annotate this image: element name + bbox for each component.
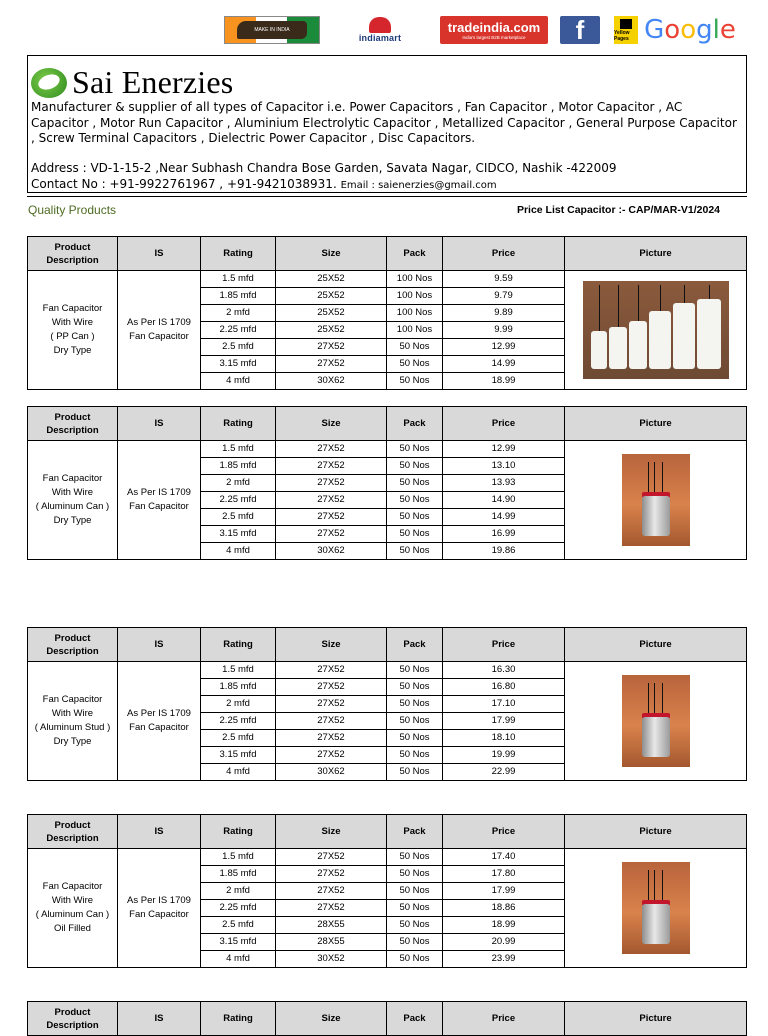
price-cell: 13.10 bbox=[443, 458, 565, 475]
table-header-row bbox=[28, 237, 747, 271]
pack-cell: 50 Nos bbox=[387, 475, 443, 492]
header-is: IS bbox=[118, 237, 201, 271]
size-cell: 27X52 bbox=[276, 509, 387, 526]
size-cell: 25X52 bbox=[276, 271, 387, 288]
size-cell: 27X52 bbox=[276, 883, 387, 900]
is-standard-line: Fan Capacitor bbox=[129, 909, 189, 920]
pack-cell: 50 Nos bbox=[387, 849, 443, 866]
header-picture: Picture bbox=[565, 815, 747, 849]
pack-cell: 50 Nos bbox=[387, 951, 443, 968]
is-standard-line: Fan Capacitor bbox=[129, 722, 189, 733]
is-standard-line: Fan Capacitor bbox=[129, 501, 189, 512]
rating-cell: 1.85 mfd bbox=[201, 458, 276, 475]
header-pack: Pack bbox=[387, 815, 443, 849]
pack-cell: 50 Nos bbox=[387, 543, 443, 560]
rating-cell: 1.85 mfd bbox=[201, 866, 276, 883]
pack-cell: 100 Nos bbox=[387, 322, 443, 339]
pack-cell: 50 Nos bbox=[387, 696, 443, 713]
pack-cell: 50 Nos bbox=[387, 679, 443, 696]
product-description-line: Dry Type bbox=[53, 736, 92, 747]
quality-products-label: Quality Products bbox=[28, 203, 117, 217]
size-cell: 27X52 bbox=[276, 662, 387, 679]
is-standard-line: As Per IS 1709 bbox=[127, 317, 191, 328]
rating-cell: 3.15 mfd bbox=[201, 747, 276, 764]
header-pack: Pack bbox=[387, 407, 443, 441]
table-row bbox=[28, 441, 747, 458]
header-pack: Pack bbox=[387, 237, 443, 271]
size-cell: 27X52 bbox=[276, 339, 387, 356]
header-pack: Pack bbox=[387, 1002, 443, 1036]
pack-cell: 100 Nos bbox=[387, 288, 443, 305]
google-logo[interactable]: G o o g l e bbox=[644, 15, 736, 45]
contact-email[interactable]: Email : saienerzies@gmail.com bbox=[340, 180, 497, 191]
pack-cell: 50 Nos bbox=[387, 492, 443, 509]
header-is: IS bbox=[118, 815, 201, 849]
header-size: Size bbox=[276, 628, 387, 662]
header-picture: Picture bbox=[565, 407, 747, 441]
rating-cell: 4 mfd bbox=[201, 764, 276, 781]
price-cell: 18.86 bbox=[443, 900, 565, 917]
price-cell: 20.99 bbox=[443, 934, 565, 951]
pack-cell: 50 Nos bbox=[387, 339, 443, 356]
tradeindia-logo[interactable]: tradeindia.com India's largest B2B marketplace bbox=[440, 16, 548, 44]
product-description-line: With Wire bbox=[51, 708, 94, 719]
yellow-pages-icon bbox=[620, 19, 632, 29]
aluminum-can-capacitor-photo bbox=[622, 454, 690, 546]
header-is: IS bbox=[118, 407, 201, 441]
header-rating: Rating bbox=[201, 1002, 276, 1036]
price-table bbox=[27, 236, 747, 390]
is-standard-cell bbox=[118, 271, 201, 390]
size-cell: 27X52 bbox=[276, 849, 387, 866]
price-cell: 9.59 bbox=[443, 271, 565, 288]
pack-cell: 50 Nos bbox=[387, 441, 443, 458]
yellow-pages-logo[interactable]: Yellow Pages bbox=[614, 16, 638, 44]
rating-cell: 2 mfd bbox=[201, 475, 276, 492]
pack-cell: 50 Nos bbox=[387, 356, 443, 373]
size-cell: 27X52 bbox=[276, 441, 387, 458]
header-is: IS bbox=[118, 1002, 201, 1036]
pack-cell: 50 Nos bbox=[387, 747, 443, 764]
is-standard-cell bbox=[118, 849, 201, 968]
header-price: Price bbox=[443, 815, 565, 849]
rating-cell: 1.85 mfd bbox=[201, 288, 276, 305]
header-divider bbox=[27, 196, 747, 197]
partner-logos bbox=[224, 14, 734, 48]
is-standard-cell bbox=[118, 441, 201, 560]
size-cell: 27X52 bbox=[276, 730, 387, 747]
rating-cell: 2.5 mfd bbox=[201, 917, 276, 934]
rating-cell: 2 mfd bbox=[201, 696, 276, 713]
price-cell: 23.99 bbox=[443, 951, 565, 968]
make-in-india-logo[interactable]: MAKE IN INDIA bbox=[224, 16, 320, 44]
company-contact bbox=[31, 177, 497, 191]
facebook-icon[interactable]: f bbox=[560, 16, 600, 44]
picture-cell bbox=[565, 271, 747, 390]
price-cell: 16.99 bbox=[443, 526, 565, 543]
company-address: Address : VD-1-15-2 ,Near Subhash Chandra Bose Garden, Savata Nagar, CIDCO, Nashik -422009 bbox=[31, 161, 617, 175]
product-description-cell bbox=[28, 441, 118, 560]
rating-cell: 2.25 mfd bbox=[201, 492, 276, 509]
size-cell: 27X52 bbox=[276, 492, 387, 509]
header-price: Price bbox=[443, 628, 565, 662]
aluminum-can-capacitor-photo bbox=[622, 675, 690, 767]
is-standard-line: As Per IS 1709 bbox=[127, 487, 191, 498]
product-description-line: With Wire bbox=[51, 487, 94, 498]
price-cell: 13.93 bbox=[443, 475, 565, 492]
size-cell: 27X52 bbox=[276, 526, 387, 543]
size-cell: 27X52 bbox=[276, 900, 387, 917]
size-cell: 27X52 bbox=[276, 475, 387, 492]
header-price: Price bbox=[443, 407, 565, 441]
pack-cell: 50 Nos bbox=[387, 526, 443, 543]
size-cell: 25X52 bbox=[276, 288, 387, 305]
rating-cell: 3.15 mfd bbox=[201, 526, 276, 543]
table-header-row bbox=[28, 407, 747, 441]
header-picture: Picture bbox=[565, 237, 747, 271]
rating-cell: 1.5 mfd bbox=[201, 849, 276, 866]
header-rating: Rating bbox=[201, 628, 276, 662]
table-header-row bbox=[28, 628, 747, 662]
picture-cell bbox=[565, 662, 747, 781]
price-cell: 22.99 bbox=[443, 764, 565, 781]
price-list-title: Price List Capacitor :- CAP/MAR-V1/2024 bbox=[516, 204, 720, 216]
size-cell: 30X62 bbox=[276, 543, 387, 560]
size-cell: 27X52 bbox=[276, 747, 387, 764]
table-row bbox=[28, 662, 747, 679]
header-product-description: Product Description bbox=[28, 407, 118, 441]
pack-cell: 50 Nos bbox=[387, 509, 443, 526]
rating-cell: 1.5 mfd bbox=[201, 271, 276, 288]
is-standard-line: As Per IS 1709 bbox=[127, 708, 191, 719]
size-cell: 27X52 bbox=[276, 458, 387, 475]
product-description-line: With Wire bbox=[51, 895, 94, 906]
size-cell: 30X62 bbox=[276, 373, 387, 390]
pack-cell: 50 Nos bbox=[387, 917, 443, 934]
size-cell: 25X52 bbox=[276, 322, 387, 339]
indiamart-logo[interactable]: indiamart bbox=[334, 16, 426, 44]
price-table bbox=[27, 1001, 747, 1036]
header-is: IS bbox=[118, 628, 201, 662]
product-description-line: Fan Capacitor bbox=[42, 473, 103, 484]
pack-cell: 50 Nos bbox=[387, 764, 443, 781]
product-description-line: Fan Capacitor bbox=[42, 303, 103, 314]
pack-cell: 50 Nos bbox=[387, 883, 443, 900]
company-header bbox=[27, 55, 747, 193]
product-description-cell bbox=[28, 662, 118, 781]
pack-cell: 50 Nos bbox=[387, 662, 443, 679]
price-cell: 9.89 bbox=[443, 305, 565, 322]
header-rating: Rating bbox=[201, 407, 276, 441]
product-description-line: Dry Type bbox=[53, 345, 92, 356]
header-size: Size bbox=[276, 407, 387, 441]
product-description-line: ( Aluminum Stud ) bbox=[34, 722, 111, 733]
header-price: Price bbox=[443, 1002, 565, 1036]
rating-cell: 4 mfd bbox=[201, 951, 276, 968]
price-cell: 12.99 bbox=[443, 441, 565, 458]
header-product-description: Product Description bbox=[28, 628, 118, 662]
rating-cell: 3.15 mfd bbox=[201, 356, 276, 373]
product-description-line: ( Aluminum Can ) bbox=[35, 501, 110, 512]
price-cell: 14.90 bbox=[443, 492, 565, 509]
rating-cell: 2 mfd bbox=[201, 883, 276, 900]
pp-can-capacitors-photo bbox=[583, 281, 729, 379]
pack-cell: 50 Nos bbox=[387, 713, 443, 730]
company-name: Sai Enerzies bbox=[72, 64, 234, 100]
is-standard-line: Fan Capacitor bbox=[129, 331, 189, 342]
pack-cell: 50 Nos bbox=[387, 866, 443, 883]
rating-cell: 2.25 mfd bbox=[201, 322, 276, 339]
price-cell: 19.86 bbox=[443, 543, 565, 560]
size-cell: 27X52 bbox=[276, 679, 387, 696]
rating-cell: 2.25 mfd bbox=[201, 713, 276, 730]
product-description-line: Dry Type bbox=[53, 515, 92, 526]
header-picture: Picture bbox=[565, 628, 747, 662]
rating-cell: 2.5 mfd bbox=[201, 730, 276, 747]
price-cell: 17.99 bbox=[443, 883, 565, 900]
price-cell: 18.99 bbox=[443, 373, 565, 390]
table-header-row bbox=[28, 815, 747, 849]
price-cell: 19.99 bbox=[443, 747, 565, 764]
header-rating: Rating bbox=[201, 815, 276, 849]
table-row bbox=[28, 271, 747, 288]
price-cell: 17.99 bbox=[443, 713, 565, 730]
size-cell: 28X55 bbox=[276, 917, 387, 934]
picture-cell bbox=[565, 441, 747, 560]
rating-cell: 2.5 mfd bbox=[201, 339, 276, 356]
indiamart-icon bbox=[369, 17, 391, 33]
price-cell: 16.30 bbox=[443, 662, 565, 679]
pack-cell: 100 Nos bbox=[387, 305, 443, 322]
header-picture: Picture bbox=[565, 1002, 747, 1036]
header-rating: Rating bbox=[201, 237, 276, 271]
header-product-description: Product Description bbox=[28, 237, 118, 271]
price-cell: 17.10 bbox=[443, 696, 565, 713]
price-cell: 9.79 bbox=[443, 288, 565, 305]
price-table bbox=[27, 627, 747, 781]
rating-cell: 2.25 mfd bbox=[201, 900, 276, 917]
size-cell: 27X52 bbox=[276, 713, 387, 730]
product-description-cell bbox=[28, 849, 118, 968]
pack-cell: 50 Nos bbox=[387, 900, 443, 917]
price-cell: 17.80 bbox=[443, 866, 565, 883]
pack-cell: 50 Nos bbox=[387, 934, 443, 951]
rating-cell: 2 mfd bbox=[201, 305, 276, 322]
product-description-line: ( Aluminum Can ) bbox=[35, 909, 110, 920]
price-cell: 17.40 bbox=[443, 849, 565, 866]
pack-cell: 50 Nos bbox=[387, 373, 443, 390]
header-size: Size bbox=[276, 815, 387, 849]
pack-cell: 50 Nos bbox=[387, 730, 443, 747]
header-pack: Pack bbox=[387, 628, 443, 662]
rating-cell: 2.5 mfd bbox=[201, 509, 276, 526]
rating-cell: 4 mfd bbox=[201, 543, 276, 560]
contact-numbers: Contact No : +91-9922761967 , +91-9421038931. bbox=[31, 177, 337, 191]
product-description-line: Fan Capacitor bbox=[42, 881, 103, 892]
price-cell: 16.80 bbox=[443, 679, 565, 696]
price-cell: 18.99 bbox=[443, 917, 565, 934]
size-cell: 25X52 bbox=[276, 305, 387, 322]
size-cell: 30X62 bbox=[276, 764, 387, 781]
header-product-description: Product Description bbox=[28, 815, 118, 849]
pack-cell: 50 Nos bbox=[387, 458, 443, 475]
size-cell: 27X52 bbox=[276, 696, 387, 713]
is-standard-line: As Per IS 1709 bbox=[127, 895, 191, 906]
product-description-line: With Wire bbox=[51, 317, 94, 328]
table-header-row bbox=[28, 1002, 747, 1036]
brand bbox=[31, 64, 233, 101]
aluminum-can-capacitor-photo bbox=[622, 862, 690, 954]
price-cell: 14.99 bbox=[443, 356, 565, 373]
size-cell: 30X52 bbox=[276, 951, 387, 968]
company-description: Manufacturer & supplier of all types of Capacitor i.e. Power Capacitors , Fan Capacitor , Motor Capacitor , AC Capacitor , Motor Run Capacitor , Aluminium Electrolytic Capacitor , Metallized Capacitor , General Purpose Capacitor , Screw Terminal Capacitors , Dielectric Power Capacitor , Disc Capacitors. bbox=[31, 100, 737, 145]
leaf-logo-icon bbox=[31, 68, 67, 98]
header-size: Size bbox=[276, 1002, 387, 1036]
price-table bbox=[27, 814, 747, 968]
price-cell: 18.10 bbox=[443, 730, 565, 747]
rating-cell: 1.85 mfd bbox=[201, 679, 276, 696]
is-standard-cell bbox=[118, 662, 201, 781]
price-table bbox=[27, 406, 747, 560]
picture-cell bbox=[565, 849, 747, 968]
rating-cell: 3.15 mfd bbox=[201, 934, 276, 951]
product-description-line: Fan Capacitor bbox=[42, 694, 103, 705]
product-description-cell bbox=[28, 271, 118, 390]
pack-cell: 100 Nos bbox=[387, 271, 443, 288]
header-product-description: Product Description bbox=[28, 1002, 118, 1036]
table-row bbox=[28, 849, 747, 866]
rating-cell: 1.5 mfd bbox=[201, 441, 276, 458]
header-price: Price bbox=[443, 237, 565, 271]
price-cell: 12.99 bbox=[443, 339, 565, 356]
price-cell: 9.99 bbox=[443, 322, 565, 339]
size-cell: 27X52 bbox=[276, 866, 387, 883]
product-description-line: Oil Filled bbox=[54, 923, 91, 934]
price-cell: 14.99 bbox=[443, 509, 565, 526]
rating-cell: 1.5 mfd bbox=[201, 662, 276, 679]
product-description-line: ( PP Can ) bbox=[50, 331, 95, 342]
header-size: Size bbox=[276, 237, 387, 271]
size-cell: 27X52 bbox=[276, 356, 387, 373]
size-cell: 28X55 bbox=[276, 934, 387, 951]
rating-cell: 4 mfd bbox=[201, 373, 276, 390]
